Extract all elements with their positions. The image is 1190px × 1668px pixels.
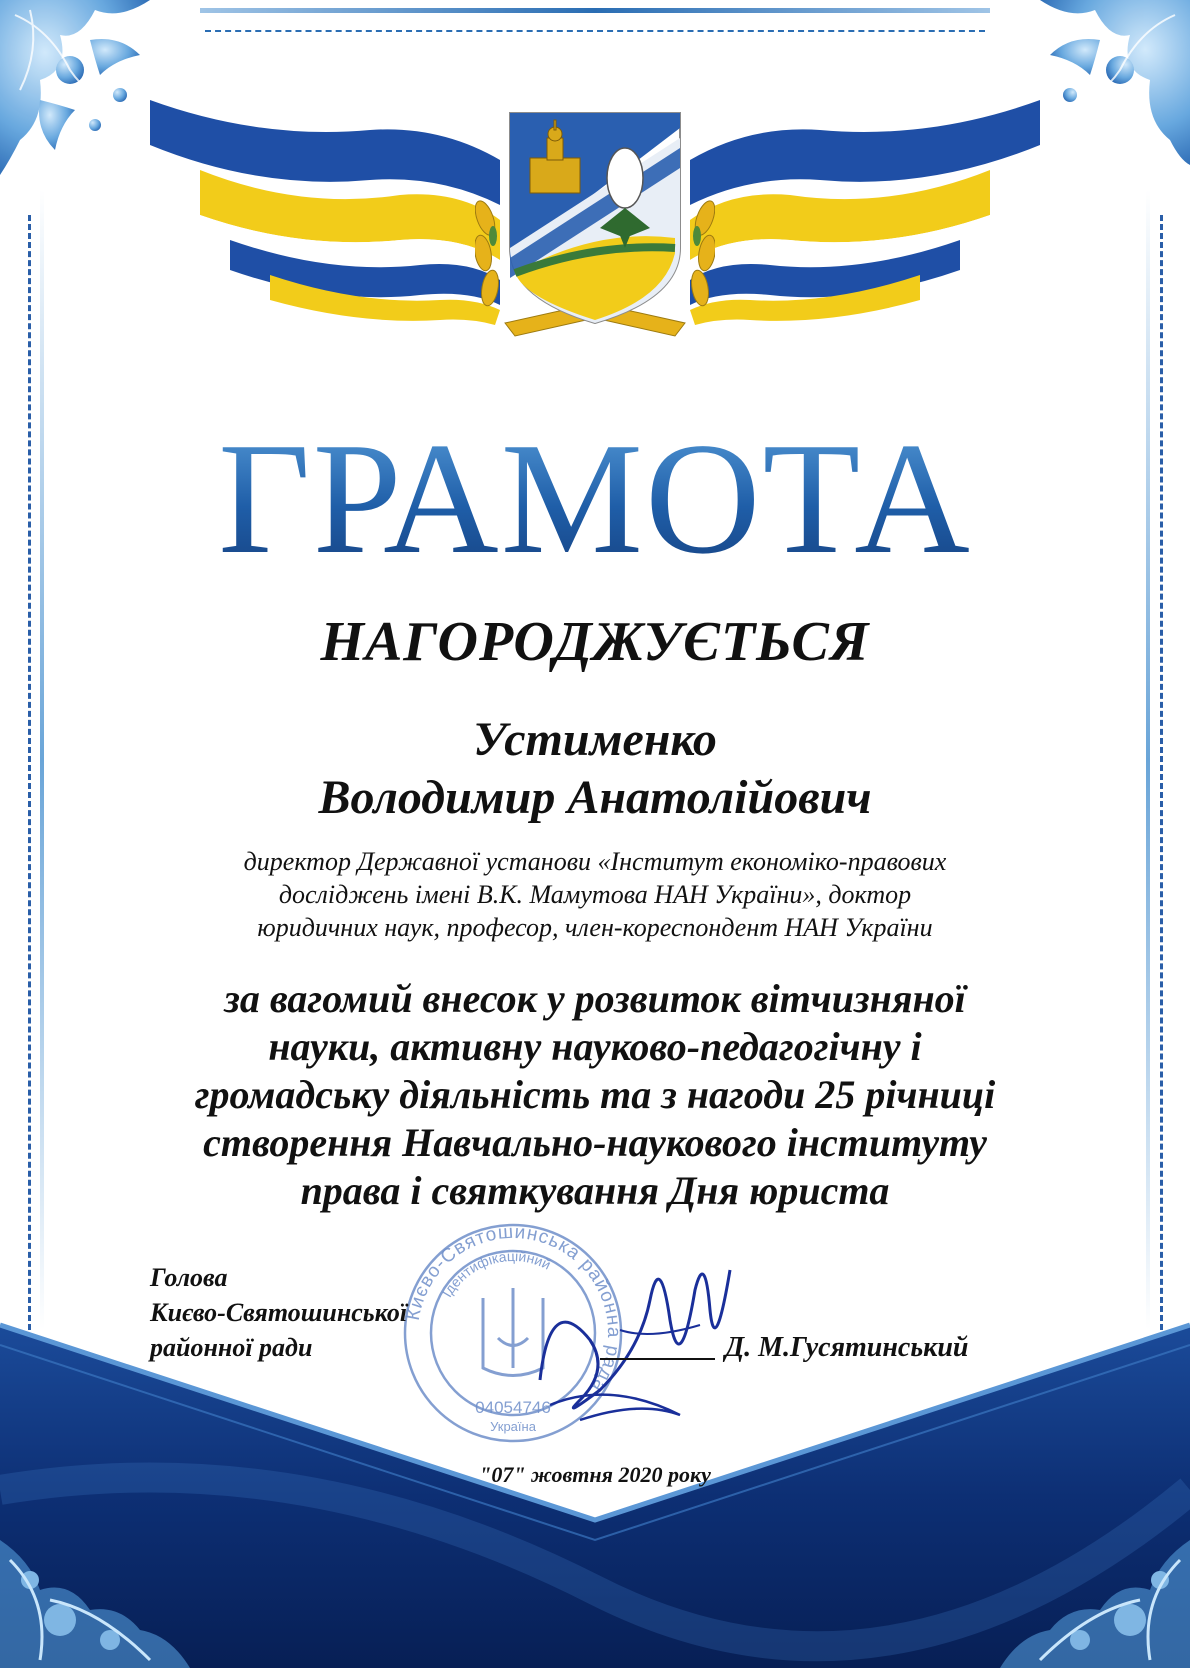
signature-line xyxy=(600,1358,715,1360)
signatory-role-line: Києво-Святошинської xyxy=(150,1298,408,1327)
reason-line: громадську діяльність та з нагоди 25 річниці xyxy=(194,1072,996,1117)
stamp-code: 04054746 xyxy=(475,1398,551,1417)
signatory-role-line: Голова xyxy=(150,1263,228,1292)
handwritten-signature xyxy=(520,1230,740,1430)
certificate-title: ГРАМОТА xyxy=(218,409,972,587)
frame-top-dashed xyxy=(205,30,985,32)
award-reason xyxy=(150,975,1040,1215)
signatory-role xyxy=(150,1260,407,1365)
stamp-country: Україна xyxy=(490,1419,536,1434)
recipient-given-names: Володимир Анатолійович xyxy=(318,771,872,824)
signatory-role-line: районної ради xyxy=(150,1333,313,1362)
awarded-heading: НАГОРОДЖУЄТЬСЯ xyxy=(320,611,870,673)
frame-top-line xyxy=(200,8,990,13)
signatory-name: Д. М.Гусятинський xyxy=(725,1332,969,1363)
recipient-position xyxy=(200,845,990,944)
certificate-title-wrap xyxy=(0,409,1190,587)
corner-ornament-bottom-right xyxy=(990,1500,1190,1668)
issue-date-wrap xyxy=(0,1462,1190,1488)
reason-line: за вагомий внесок у розвиток вітчизняної xyxy=(224,976,966,1021)
position-line: директор Державної установи «Інститут економіко-правових xyxy=(243,847,947,876)
reason-line: створення Навчально-наукового інституту xyxy=(203,1120,987,1165)
position-line: досліджень імені В.К. Мамутова НАН України», доктор xyxy=(278,880,912,909)
position-line: юридичних наук, професор, член-кореспондент НАН України xyxy=(257,913,933,942)
stamp-inner-text: Ідентифікаційний xyxy=(438,1247,554,1300)
recipient-surname: Устименко xyxy=(473,713,717,766)
reason-line: права і святкування Дня юриста xyxy=(300,1168,890,1213)
reason-line: науки, активну науково-педагогічну і xyxy=(268,1024,922,1069)
stamp-outer-text: Києво-Святошинська районна рада xyxy=(402,1221,625,1397)
corner-ornament-bottom-left xyxy=(0,1500,200,1668)
issue-date: "07" жовтня 2020 року xyxy=(479,1462,711,1487)
district-coat-of-arms xyxy=(475,108,715,348)
